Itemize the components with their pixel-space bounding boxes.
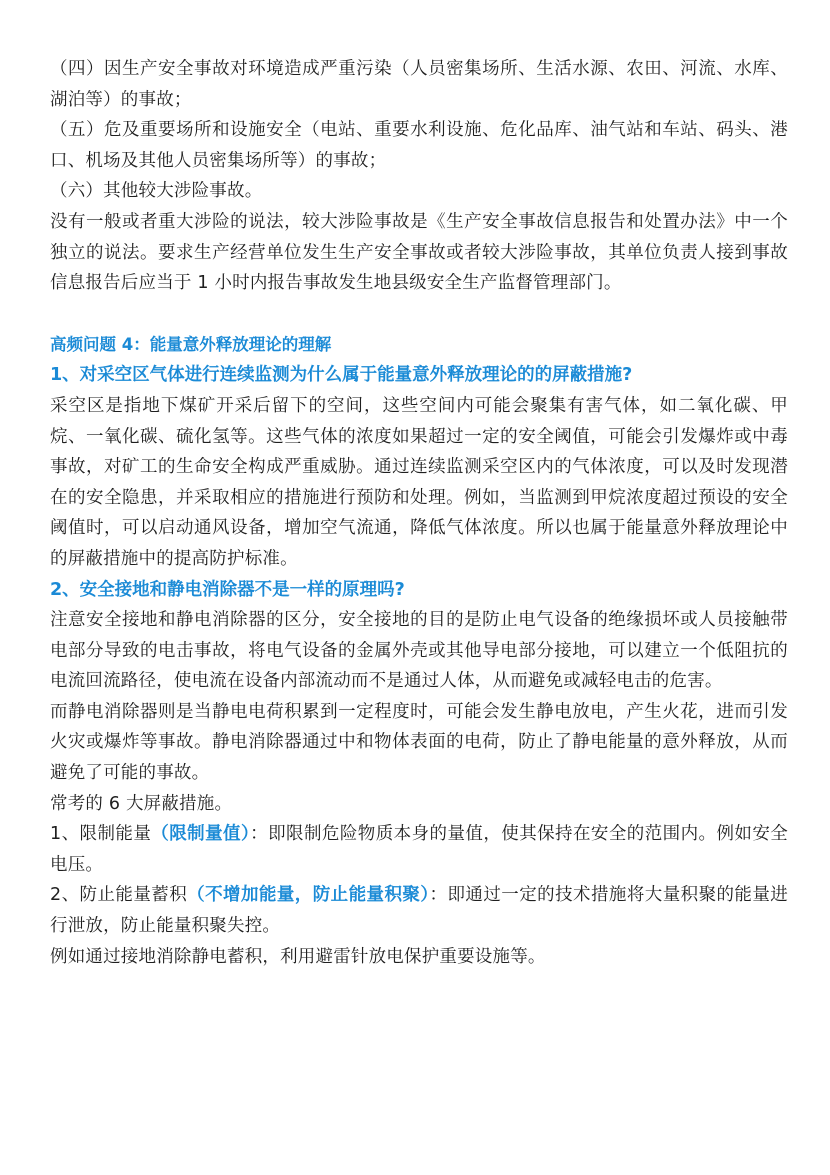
- question-1-answer: 采空区是指地下煤矿开采后留下的空间，这些空间内可能会聚集有害气体，如二氧化碳、甲烷、一氧化碳、硫化氢等。这些气体的浓度如果超过一定的安全阈值，可能会引发爆炸或中毒事故，对矿工的生命安全构成严重威胁。通过连续监测采空区内的气体浓度，可以及时发现潜在的安全隐患，并采取相应的措施进行预防和处理。例如，当监测到甲烷浓度超过预设的安全阈值时，可以启动通风设备，增加空气流通，降低气体浓度。所以也属于能量意外释放理论中的屏蔽措施中的提高防护标准。: [50, 395, 788, 569]
- intro-item-6: （六）其他较大涉险事故。: [50, 181, 263, 202]
- question-2-title: 2、安全接地和静电消除器不是一样的原理吗?: [50, 579, 405, 600]
- question-1-title: 1、对采空区气体进行连续监测为什么属于能量意外释放理论的的屏蔽措施?: [50, 365, 633, 386]
- measure-2-highlight: （不增加能量，防止能量积聚）: [187, 885, 430, 906]
- measure-1-text: ：即限制危险物质本身的量值，使其保持在安全的范围内。例如安全电压。: [50, 824, 789, 875]
- intro-item-4: （四）因生产安全事故对环境造成严重污染（人员密集场所、生活水源、农田、河流、水库、湖泊等）的事故；: [50, 59, 788, 110]
- measures-intro: 常考的 6 大屏蔽措施。: [50, 793, 233, 814]
- section-gap: [50, 299, 788, 330]
- measure-1-prefix: 1、限制能量: [50, 824, 152, 845]
- measure-2-example: 例如通过接地消除静电蓄积，利用避雷针放电保护重要设施等。: [50, 946, 546, 967]
- intro-note: 没有一般或者重大涉险的说法，较大涉险事故是《生产安全事故信息报告和处置办法》中一个独立的说法。要求生产经营单位发生生产安全事故或者较大涉险事故，其单位负责人接到事故信息报告后应当于 1 小时内报告事故发生地县级安全生产监督管理部门。: [50, 211, 788, 294]
- measure-2-text: ：即通过一定的技术措施将大量积聚的能量进行泄放，防止能量积聚失控。: [50, 885, 789, 937]
- intro-item-5: （五）危及重要场所和设施安全（电站、重要水利设施、危化品库、油气站和车站、码头、港口、机场及其他人员密集场所等）的事故；: [50, 120, 788, 171]
- question-2-answer-p2: 而静电消除器则是当静电电荷积累到一定程度时，可能会发生静电放电，产生火花，进而引发火灾或爆炸等事故。静电消除器通过中和物体表面的电荷，防止了静电能量的意外释放，从而避免了可能的事故。: [50, 701, 788, 784]
- measure-1: [50, 819, 788, 880]
- section-title: 高频问题 4：能量意外释放理论的理解: [50, 334, 332, 354]
- measure-2-prefix: 2、防止能量蓄积: [50, 885, 188, 906]
- question-2-answer-p1: 注意安全接地和静电消除器的区分，安全接地的目的是防止电气设备的绝缘损坏或人员接触带电部分导致的电击事故，将电气设备的金属外壳或其他导电部分接地，可以建立一个低阻抗的电流回流路径，使电流在设备内部流动而不是通过人体，从而避免或减轻电击的危害。: [50, 610, 788, 692]
- measure-1-highlight: （限制量值）: [151, 824, 251, 845]
- measure-2: [50, 880, 788, 941]
